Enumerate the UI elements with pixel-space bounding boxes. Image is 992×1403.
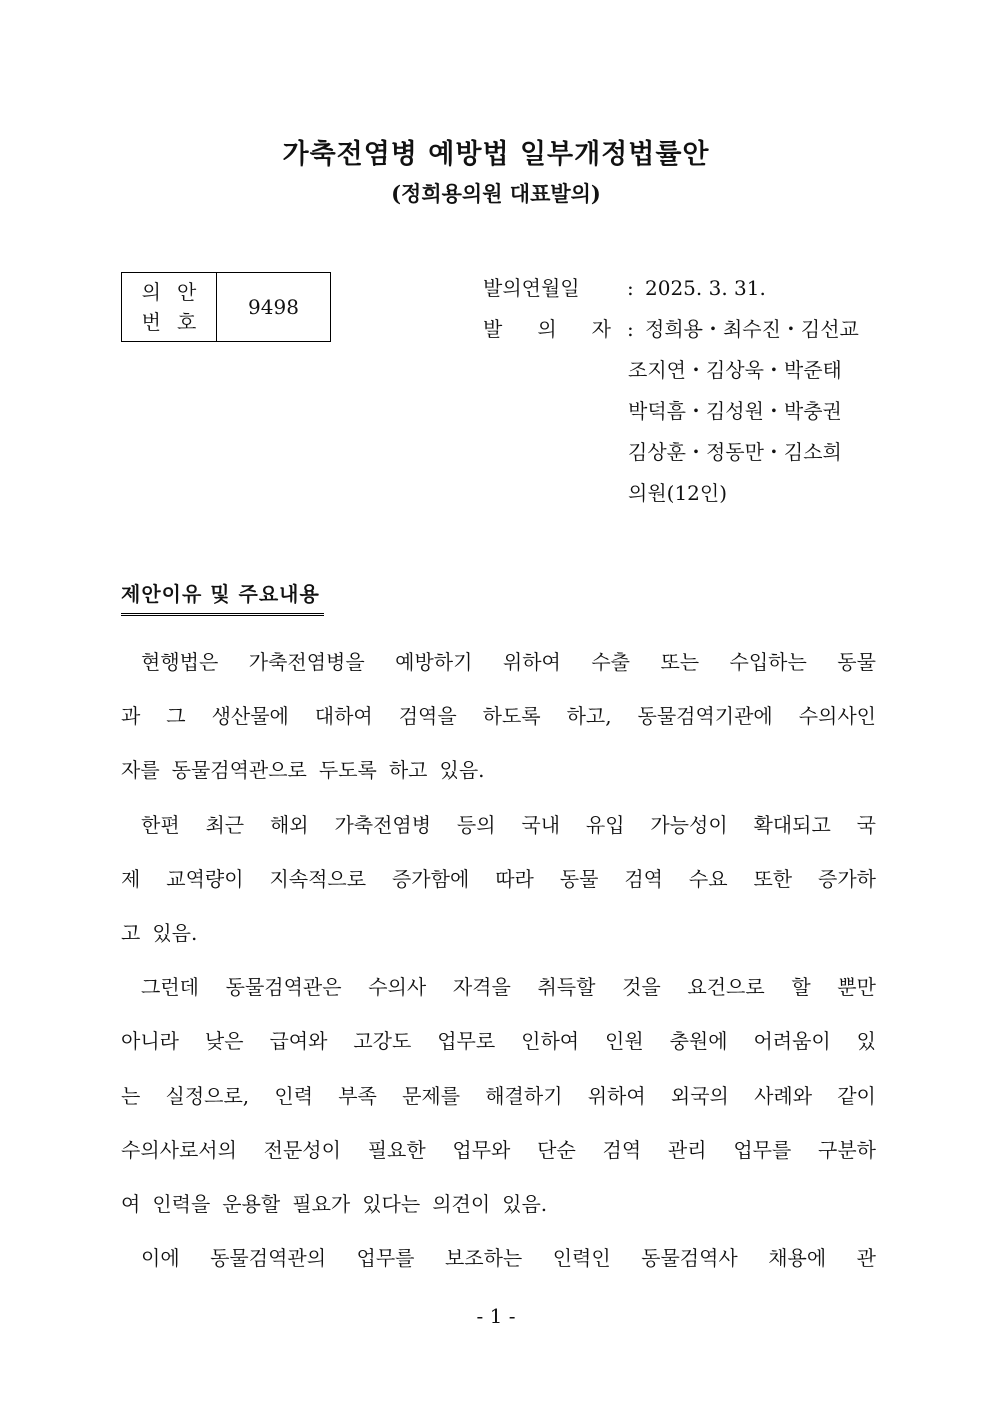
body-word: 관 xyxy=(856,1246,876,1271)
body-word: 구분하 xyxy=(818,1137,876,1162)
body-word: 채용에 xyxy=(768,1246,827,1271)
body-word: 급여와 xyxy=(269,1029,328,1054)
body-line xyxy=(121,965,876,1019)
body-word: 단순 xyxy=(537,1137,576,1162)
body-word: 동물검역기관에 xyxy=(637,704,773,729)
proposers-line-1: 정희용・최수진・김선교 xyxy=(645,317,859,341)
body-word: 과 xyxy=(121,704,141,729)
body-text xyxy=(121,640,876,1290)
bill-number-label-line2: 번호 xyxy=(141,310,213,334)
proposers-row xyxy=(483,311,903,352)
proposal-date-row xyxy=(483,270,903,311)
body-word: 있 xyxy=(856,1029,876,1054)
bill-number-label xyxy=(122,273,217,341)
body-word: 동물검역관은 xyxy=(225,975,342,1000)
body-word: 대하여 xyxy=(314,704,373,729)
body-word: 교역량이 xyxy=(166,866,244,891)
body-word: 있다는 xyxy=(362,1191,421,1216)
body-word: 있음. xyxy=(502,1191,548,1216)
body-word: 수요 xyxy=(688,866,728,891)
body-word: 뿐만 xyxy=(837,975,876,1000)
body-word: 수출 xyxy=(591,650,630,674)
document-title: 가축전염병 예방법 일부개정법률안 xyxy=(282,139,710,170)
body-word: 현행법은 xyxy=(141,650,219,674)
page-number: - 1 - xyxy=(476,1304,516,1328)
body-word: 검역을 xyxy=(398,704,457,729)
body-word: 운용할 xyxy=(222,1191,281,1216)
body-word: 여 xyxy=(121,1191,141,1216)
body-word: 동물검역사 xyxy=(641,1246,738,1271)
body-word: 위하여 xyxy=(587,1083,646,1108)
body-line xyxy=(121,803,876,857)
body-line xyxy=(121,911,876,965)
proposers-line-3: 박덕흠・김성원・박충권 xyxy=(628,399,842,423)
body-word: 예방하기 xyxy=(395,650,473,674)
body-word: 수의사로서의 xyxy=(121,1137,237,1162)
body-word: 필요가 xyxy=(292,1191,351,1216)
proposal-date-colon: : xyxy=(627,276,634,300)
body-word: 보조하는 xyxy=(444,1246,523,1271)
body-word: 문제를 xyxy=(402,1083,461,1108)
document-subtitle: (정희용의원 대표발의) xyxy=(391,181,601,206)
body-word: 국 xyxy=(856,812,876,837)
body-word: 유입 xyxy=(585,812,625,837)
body-word: 사례와 xyxy=(754,1083,813,1108)
body-word: 하고, xyxy=(566,704,612,729)
body-word: 동물검역관의 xyxy=(210,1246,327,1271)
body-line xyxy=(121,1128,876,1182)
body-word: 부족 xyxy=(338,1083,377,1108)
body-word: 두도록 xyxy=(318,758,377,783)
body-word: 외국의 xyxy=(670,1083,729,1108)
body-word: 전문성이 xyxy=(263,1137,341,1162)
body-word: 취득할 xyxy=(537,975,596,1000)
body-word: 고 xyxy=(121,920,141,945)
body-word: 해외 xyxy=(269,812,309,837)
bill-number-value: 9498 xyxy=(248,295,299,319)
body-word: 업무로 xyxy=(437,1029,496,1054)
body-line xyxy=(121,694,876,748)
body-line xyxy=(121,857,876,911)
body-word: 어려움이 xyxy=(753,1029,831,1054)
body-word: 검역 xyxy=(602,1137,642,1162)
bill-number-label-line1: 의안 xyxy=(141,280,213,304)
body-word: 자격을 xyxy=(452,975,511,1000)
body-word: 증가하 xyxy=(818,866,876,891)
body-word: 요건으로 xyxy=(687,975,765,1000)
body-word: 확대되고 xyxy=(753,812,831,837)
body-word: 인력 xyxy=(274,1083,314,1108)
body-word: 가능성이 xyxy=(650,812,728,837)
body-word: 그런데 xyxy=(141,975,199,1000)
body-word: 수의사 xyxy=(368,975,427,1000)
proposers-label-char: 자 xyxy=(591,317,611,341)
body-word: 한편 xyxy=(141,812,180,837)
proposers-label-char: 의 xyxy=(537,317,557,341)
body-word: 아니라 xyxy=(121,1029,179,1054)
body-word: 실정으로, xyxy=(165,1083,250,1108)
body-word: 그 xyxy=(166,704,186,729)
body-word: 또한 xyxy=(753,866,793,891)
proposal-date-value: 2025. 3. 31. xyxy=(645,276,766,300)
body-word: 업무를 xyxy=(733,1137,792,1162)
body-word: 국내 xyxy=(521,812,561,837)
proposers-line-2: 조지연・김상욱・박준태 xyxy=(628,358,842,382)
body-word: 인력을 xyxy=(152,1191,211,1216)
body-word: 가축전염병을 xyxy=(248,650,365,674)
proposers-line-5: 의원(12인) xyxy=(628,481,728,505)
body-word: 하고 xyxy=(388,758,428,783)
body-word: 같이 xyxy=(837,1083,876,1108)
body-word: 업무와 xyxy=(452,1137,511,1162)
body-word: 가축전염병 xyxy=(334,812,432,837)
body-word: 제 xyxy=(121,866,141,891)
body-word: 등의 xyxy=(456,812,496,837)
body-line xyxy=(121,1019,876,1073)
body-word: 인하여 xyxy=(521,1029,580,1054)
body-word: 최근 xyxy=(205,812,245,837)
body-word: 있음. xyxy=(439,758,485,783)
body-word: 는 xyxy=(121,1083,141,1108)
body-word: 의견이 xyxy=(432,1191,491,1216)
body-line xyxy=(121,748,876,802)
body-word: 수입하는 xyxy=(729,650,807,674)
body-word: 증가함에 xyxy=(391,866,470,891)
body-word: 고강도 xyxy=(353,1029,412,1054)
body-word: 지속적으로 xyxy=(269,866,367,891)
bill-number-box xyxy=(121,272,331,342)
proposers-colon: : xyxy=(627,317,634,341)
body-line xyxy=(121,1236,876,1290)
proposers-label-char: 발 xyxy=(483,317,503,341)
body-word: 자를 xyxy=(121,758,160,783)
body-word: 검역 xyxy=(624,866,663,891)
section-heading: 제안이유 및 주요내용 xyxy=(121,578,324,616)
body-word: 필요한 xyxy=(367,1137,426,1162)
body-word: 또는 xyxy=(660,650,700,674)
body-word: 있음. xyxy=(152,920,198,945)
body-word: 위하여 xyxy=(502,650,561,674)
body-word: 인력인 xyxy=(552,1246,611,1271)
body-word: 인원 xyxy=(605,1029,644,1054)
proposal-date-label: 발의연월일 xyxy=(483,276,580,300)
bill-meta xyxy=(483,270,903,516)
body-word: 동물 xyxy=(559,866,599,891)
body-word: 하도록 xyxy=(482,704,541,729)
body-line xyxy=(121,640,876,694)
body-word: 해결하기 xyxy=(485,1083,563,1108)
body-word: 낮은 xyxy=(204,1029,244,1054)
body-line xyxy=(121,1182,876,1236)
proposers-line-4: 김상훈・정동만・김소희 xyxy=(628,440,842,464)
body-word: 수의사인 xyxy=(798,704,876,729)
body-word: 동물 xyxy=(837,650,876,674)
body-word: 것을 xyxy=(622,975,661,1000)
body-word: 관리 xyxy=(667,1137,707,1162)
body-line xyxy=(121,1074,876,1128)
body-word: 따라 xyxy=(495,866,534,891)
body-word: 충원에 xyxy=(669,1029,728,1054)
proposers-label xyxy=(483,311,623,352)
body-word: 업무를 xyxy=(356,1246,415,1271)
body-word: 할 xyxy=(791,975,811,1000)
body-word: 이에 xyxy=(141,1246,180,1271)
body-word: 동물검역관으로 xyxy=(171,758,307,783)
body-word: 생산물에 xyxy=(211,704,289,729)
